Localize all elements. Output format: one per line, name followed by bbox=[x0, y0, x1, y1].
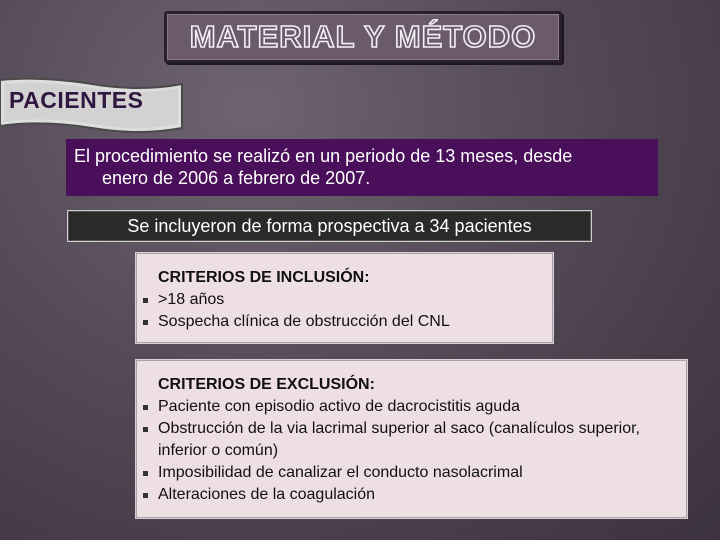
bullet-icon bbox=[143, 471, 148, 476]
bullet-icon bbox=[143, 493, 148, 498]
bullet-icon bbox=[143, 427, 148, 432]
procedure-text-line1: El procedimiento se realizó en un periodo de 13 meses, desde bbox=[74, 146, 573, 166]
inclusion-list bbox=[137, 289, 552, 333]
exclusion-item: Obstrucción de la via lacrimal superior al saco (canalículos superior, inferior o común) bbox=[158, 420, 640, 459]
bullet-icon bbox=[143, 320, 148, 325]
list-item bbox=[137, 484, 686, 506]
exclusion-criteria-box bbox=[136, 360, 687, 518]
bullet-icon bbox=[143, 298, 148, 303]
list-item bbox=[137, 418, 686, 462]
title-box bbox=[164, 11, 562, 63]
procedure-box bbox=[66, 139, 658, 196]
exclusion-item: Alteraciones de la coagulación bbox=[158, 486, 376, 503]
slide-title: MATERIAL Y MÉTODO bbox=[189, 19, 537, 54]
exclusion-heading: CRITERIOS DE EXCLUSIÓN: bbox=[158, 376, 375, 393]
inclusion-item: >18 años bbox=[158, 291, 225, 308]
list-item bbox=[137, 462, 686, 484]
list-item bbox=[137, 311, 552, 333]
exclusion-list bbox=[137, 396, 686, 506]
procedure-text-line2: enero de 2006 a febrero de 2007. bbox=[102, 168, 371, 188]
included-patients-text: Se incluyeron de forma prospectiva a 34 pacientes bbox=[127, 216, 532, 236]
exclusion-item: Paciente con episodio activo de dacrocistitis aguda bbox=[158, 398, 520, 415]
included-patients-box bbox=[67, 210, 592, 242]
list-item bbox=[137, 289, 552, 311]
inclusion-criteria-box bbox=[136, 253, 553, 343]
list-item bbox=[137, 396, 686, 418]
inclusion-item: Sospecha clínica de obstrucción del CNL bbox=[158, 313, 450, 330]
bullet-icon bbox=[143, 405, 148, 410]
inclusion-heading: CRITERIOS DE INCLUSIÓN: bbox=[158, 269, 370, 286]
banner-label: PACIENTES bbox=[9, 87, 144, 113]
exclusion-item: Imposibilidad de canalizar el conducto nasolacrimal bbox=[158, 464, 523, 481]
